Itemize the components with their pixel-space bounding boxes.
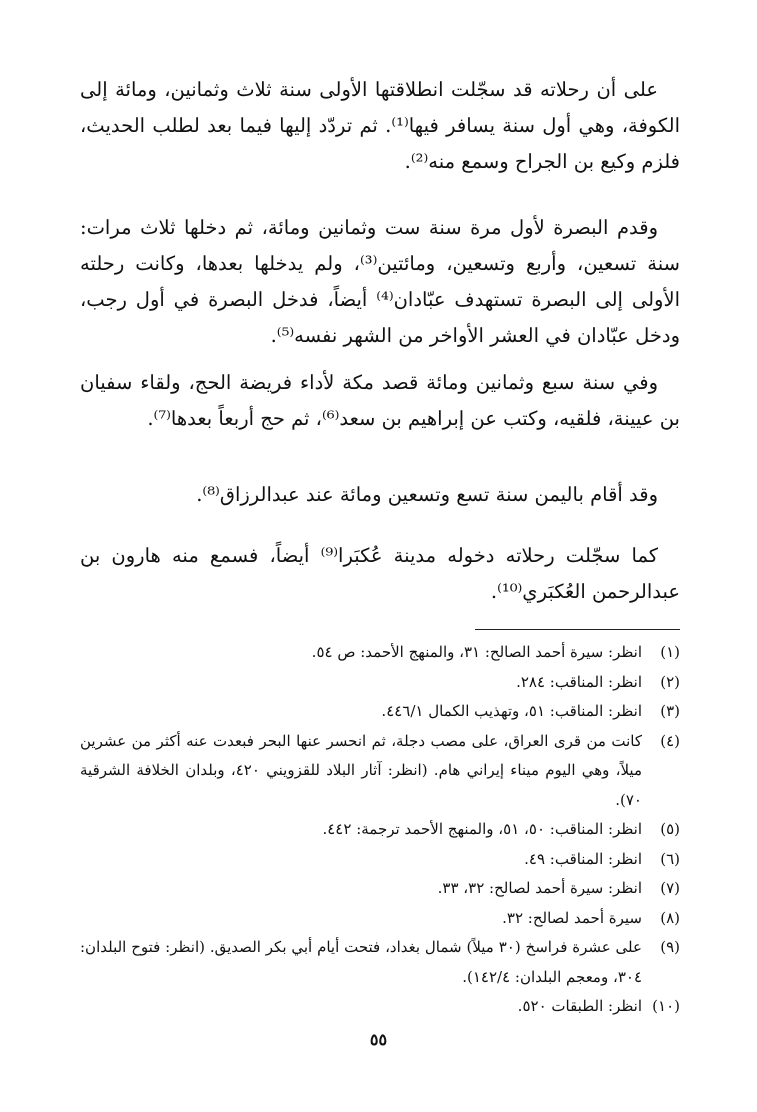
footnotes [80, 638, 680, 1022]
paragraph-3 [80, 365, 680, 437]
footnote-text: كانت من قرى العراق، على مصب دجلة، ثم انحسر عنها البحر فبعدت عنه أكثر من عشرين ميلاً، وهي اليوم ميناء إيراني هام. (انظر: آثار البلاد للقزويني ٤٢٠، وبلدان الخلافة الشرقية ٧٠). [80, 731, 642, 809]
footnote-5 [80, 815, 680, 845]
paragraph-2-text: وقدم البصرة لأول مرة سنة ست وثمانين ومائة، ثم دخلها ثلاث مرات: سنة تسعين، وأربع وتسعين، ومائتين⁽³⁾، ولم يدخلها بعدها، وكانت رحلته الأولى إلى البصرة تستهدف عبّادان⁽⁴⁾ أيضاً، فدخل البصرة في أول رجب، ودخل عبّادان في العشر الأواخر من الشهر نفسه⁽⁵⁾. [80, 216, 680, 347]
footnote-number: (١٠) [652, 997, 680, 1015]
footnote-text: انظر: المناقب: ٥٠، ٥١، والمنهج الأحمد ترجمة: ٤٤٢. [322, 820, 642, 838]
footnote-number: (٥) [660, 820, 680, 838]
footnote-text: على عشرة فراسخ (٣٠ ميلاً) شمال بغداد، فتحت أيام أبي بكر الصديق. (انظر: فتوح البلدان: ٣٠٤، ومعجم البلدان: ١٤٢/٤). [80, 938, 642, 986]
footnote-number: (٨) [660, 908, 680, 927]
footnote-number: (١) [660, 643, 680, 661]
footnote-number: (٣) [660, 702, 680, 720]
paragraph-5-text: كما سجّلت رحلاته دخوله مدينة عُكبَرا⁽⁹⁾ أيضاً، فسمع منه هارون بن عبدالرحمن العُكبَري⁽¹⁰⁾. [80, 544, 680, 603]
footnote-4 [80, 727, 680, 816]
footnote-3 [80, 697, 680, 727]
footnote-divider [475, 629, 680, 630]
footnote-text: انظر: المناقب: ٢٨٤. [516, 672, 642, 691]
paragraph-1 [80, 72, 680, 180]
footnote-7 [80, 874, 680, 904]
paragraph-4-text: وقد أقام باليمن سنة تسع وتسعين ومائة عند عبدالرزاق⁽⁸⁾. [196, 483, 658, 506]
paragraph-2 [80, 210, 680, 354]
footnote-number: (٢) [660, 672, 680, 691]
footnote-number: (٤) [660, 731, 680, 750]
paragraph-4 [80, 477, 680, 513]
footnote-10 [80, 992, 680, 1022]
footnote-9 [80, 933, 680, 992]
footnote-2 [80, 668, 680, 698]
footnote-1 [80, 638, 680, 668]
footnote-number: (٦) [660, 849, 680, 868]
footnote-text: انظر: سيرة أحمد لصالح: ٣٢، ٣٣. [437, 879, 642, 897]
paragraph-3-text: وفي سنة سبع وثمانين ومائة قصد مكة لأداء فريضة الحج، ولقاء سفيان بن عيينة، فلقيه، وكتب عن إبراهيم بن سعد⁽⁶⁾، ثم حج أربعاً بعدها⁽⁷⁾. [80, 371, 680, 430]
footnote-text: انظر: المناقب: ٤٩. [524, 849, 642, 868]
footnote-number: (٧) [660, 879, 680, 897]
page-number: ٥٥ [369, 1030, 388, 1049]
paragraph-1-text: على أن رحلاته قد سجّلت انطلاقتها الأولى سنة ثلاث وثمانين، ومائة إلى الكوفة، وهي أول سنة يسافر فيها⁽¹⁾. ثم تردّد إليها فيما بعد لطلب الحديث، فلزم وكيع بن الجراح وسمع منه⁽²⁾. [80, 78, 680, 173]
footnote-8 [80, 904, 680, 934]
footnote-text: انظر: سيرة أحمد الصالح: ٣١، والمنهج الأحمد: ص ٥٤. [311, 643, 642, 661]
footnote-6 [80, 845, 680, 875]
paragraph-5 [80, 538, 680, 610]
footnote-text: سيرة أحمد لصالح: ٣٢. [502, 908, 642, 927]
footnote-number: (٩) [660, 938, 680, 956]
footnote-text: انظر: الطبقات ٥٢٠. [517, 997, 642, 1015]
footnote-text: انظر: المناقب: ٥١، وتهذيب الكمال ٤٤٦/١. [381, 702, 642, 720]
